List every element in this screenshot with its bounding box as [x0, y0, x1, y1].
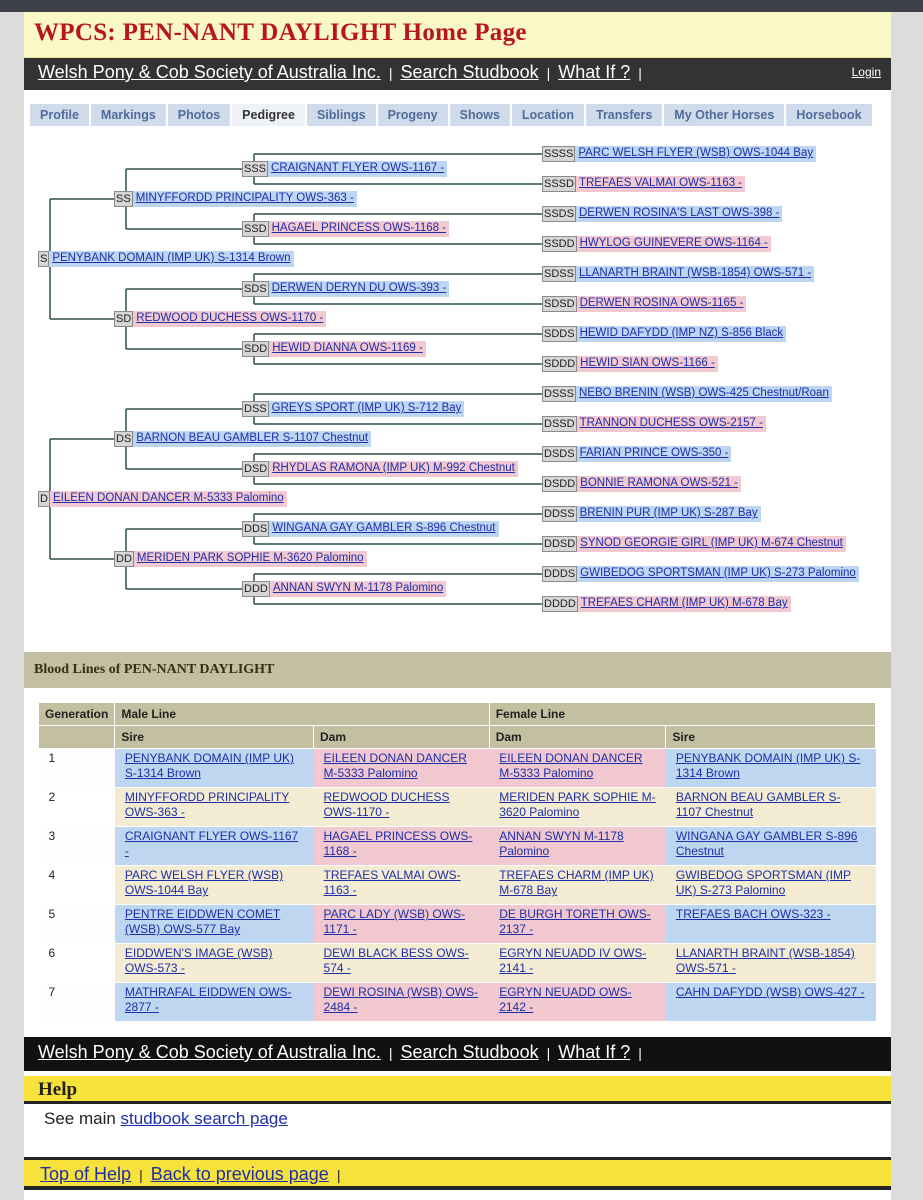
fl-dam-cell [489, 983, 666, 1022]
pedigree-position-code: DSSD [544, 418, 575, 430]
ml-dam-cell [314, 944, 490, 983]
pedigree-horse-link[interactable]: FARIAN PRINCE OWS-350 - [577, 446, 732, 462]
fl-sire-cell [666, 983, 876, 1022]
bloodline-row [39, 944, 876, 983]
tab-shows[interactable]: Shows [450, 104, 510, 126]
bloodline-row [39, 749, 876, 788]
ml-dam-cell [314, 866, 490, 905]
what-if-link[interactable]: What If ? [558, 62, 631, 82]
bloodlines-header [24, 652, 891, 688]
pedigree-horse-link[interactable]: HEWID SIAN OWS-1166 - [577, 356, 718, 372]
generation-cell: 4 [39, 866, 115, 905]
bloodline-horse-link[interactable]: CRAIGNANT FLYER OWS-1167 - [124, 829, 299, 858]
page-header [24, 12, 891, 58]
bloodline-row [39, 827, 876, 866]
footer-bar: Top of Help | Back to previous page | [24, 1157, 891, 1190]
fl-sire-cell [666, 788, 876, 827]
pedigree-horse-link[interactable]: RHYDLAS RAMONA (IMP UK) M-992 Chestnut [269, 461, 518, 477]
tab-my-other-horses[interactable]: My Other Horses [664, 104, 784, 126]
fl-dam-cell [489, 749, 666, 788]
tab-horsebook[interactable]: Horsebook [786, 104, 871, 126]
tab-profile[interactable]: Profile [30, 104, 89, 126]
back-link[interactable]: Back to previous page [150, 1164, 329, 1184]
ml-sire-cell [115, 866, 314, 905]
bloodline-horse-link[interactable]: REDWOOD DUCHESS OWS-1170 - [323, 790, 450, 819]
pedigree-horse-link[interactable]: GREYS SPORT (IMP UK) S-712 Bay [269, 401, 465, 417]
pedigree-horse-link[interactable]: NEBO BRENIN (WSB) OWS-425 Chestnut/Roan [576, 386, 832, 402]
pedigree-horse-link[interactable]: TREFAES CHARM (IMP UK) M-678 Bay [578, 596, 791, 612]
pedigree-position-code: SDDD [544, 358, 576, 370]
pedigree-horse-link[interactable]: DERWEN ROSINA'S LAST OWS-398 - [576, 206, 783, 222]
ml-dam-cell [314, 905, 490, 944]
ml-sire-cell [115, 827, 314, 866]
fl-dam-cell [489, 827, 666, 866]
bloodline-horse-link[interactable]: MATHRAFAL EIDDWEN OWS-2877 - [124, 985, 292, 1014]
society-link-bottom[interactable]: Welsh Pony & Cob Society of Australia Inc. [38, 1042, 381, 1062]
female-dam-header: Dam [489, 726, 666, 749]
tab-location[interactable]: Location [512, 104, 584, 126]
pedigree-horse-link[interactable]: LLANARTH BRAINT (WSB-1854) OWS-571 - [576, 266, 814, 282]
generation-cell: 3 [39, 827, 115, 866]
female-sire-header: Sire [666, 726, 876, 749]
fl-dam-cell [489, 788, 666, 827]
pedigree-horse-link[interactable]: SYNOD GEORGIE GIRL (IMP UK) M-674 Chestnut [577, 536, 846, 552]
pedigree-horse-link[interactable]: HWYLOG GUINEVERE OWS-1164 - [577, 236, 771, 252]
pedigree-position-code: DDDD [544, 598, 576, 610]
ml-sire-cell [115, 749, 314, 788]
male-dam-header: Dam [314, 726, 490, 749]
pedigree-node-sss [242, 161, 447, 177]
tab-siblings[interactable]: Siblings [307, 104, 376, 126]
bloodline-horse-link[interactable]: GWIBEDOG SPORTSMAN (IMP UK) S-273 Palomino [675, 868, 851, 897]
bloodline-row [39, 866, 876, 905]
pedigree-node-sdsd [542, 296, 746, 312]
ml-dam-cell [314, 983, 490, 1022]
pedigree-horse-link[interactable]: EILEEN DONAN DANCER M-5333 Palomino [50, 491, 287, 507]
female-line-header: Female Line [489, 703, 875, 726]
bottom-navbar: Welsh Pony & Cob Society of Australia Inc. | Search Studbook | What If ? | [24, 1037, 891, 1071]
pedigree-position-code: SDD [244, 343, 268, 355]
pedigree-position-code: SSD [244, 223, 267, 235]
page-title: WPCS: PEN-NANT DAYLIGHT Home Page [34, 19, 527, 46]
bloodline-horse-link[interactable]: EGRYN NEUADD IV OWS-2141 - [499, 946, 647, 975]
pedigree-horse-link[interactable]: HAGAEL PRINCESS OWS-1168 - [269, 221, 449, 237]
bloodline-horse-link[interactable]: TREFAES VALMAI OWS-1163 - [323, 868, 461, 897]
bloodline-horse-link[interactable]: DEWI BLACK BESS OWS-574 - [323, 946, 469, 975]
pedigree-node-dssd [542, 416, 766, 432]
pedigree-position-code: DSDD [544, 478, 576, 490]
fl-sire-cell [666, 866, 876, 905]
pedigree-position-code: SSS [244, 163, 267, 175]
bloodline-row [39, 983, 876, 1022]
bloodline-row [39, 788, 876, 827]
bloodline-horse-link[interactable]: DEWI ROSINA (WSB) OWS-2484 - [323, 985, 479, 1014]
fl-sire-cell [666, 944, 876, 983]
pedigree-horse-link[interactable]: PENYBANK DOMAIN (IMP UK) S-1314 Brown [49, 251, 293, 267]
pedigree-node-ssdd [542, 236, 771, 252]
pedigree-node-dd [114, 551, 367, 567]
generation-header: Generation [39, 703, 115, 726]
bloodline-horse-link[interactable]: TREFAES BACH OWS-323 - [675, 907, 831, 921]
pedigree-horse-link[interactable]: REDWOOD DUCHESS OWS-1170 - [133, 311, 326, 327]
generation-cell: 2 [39, 788, 115, 827]
ml-dam-cell [314, 788, 490, 827]
generation-cell: 7 [39, 983, 115, 1022]
bloodline-horse-link[interactable]: MINYFFORDD PRINCIPALITY OWS-363 - [124, 790, 290, 819]
pedigree-position-code: DSD [244, 463, 268, 475]
pedigree-node-sdd [242, 341, 426, 357]
pedigree-position-code: DDSS [544, 508, 575, 520]
pedigree-horse-link[interactable]: MINYFFORDD PRINCIPALITY OWS-363 - [133, 191, 357, 207]
fl-dam-cell [489, 866, 666, 905]
help-text: See main studbook search page [44, 1109, 288, 1128]
tab-photos[interactable]: Photos [168, 104, 230, 126]
page [24, 12, 891, 1200]
bloodline-horse-link[interactable]: PENTRE EIDDWEN COMET (WSB) OWS-577 Bay [124, 907, 281, 936]
fl-dam-cell [489, 905, 666, 944]
bloodline-horse-link[interactable]: LLANARTH BRAINT (WSB-1854) OWS-571 - [675, 946, 855, 975]
bloodline-horse-link[interactable]: EIDDWEN'S IMAGE (WSB) OWS-573 - [124, 946, 273, 975]
studbook-search-page-link[interactable]: studbook search page [120, 1109, 288, 1128]
ml-sire-cell [115, 788, 314, 827]
bloodline-horse-link[interactable]: CAHN DAFYDD (WSB) OWS-427 - [675, 985, 865, 999]
pedigree-node-ddss [542, 506, 761, 522]
ml-sire-cell [115, 944, 314, 983]
pedigree-position-code: S [40, 253, 48, 265]
pedigree-position-code: DSDS [544, 448, 575, 460]
pedigree-node-sd [114, 311, 326, 327]
pedigree-position-code: D [40, 493, 48, 505]
pedigree-position-code: DDS [244, 523, 268, 535]
tab-bar [30, 104, 874, 126]
pedigree-horse-link[interactable]: WINGANA GAY GAMBLER S-896 Chestnut [269, 521, 498, 537]
pedigree-position-code: SS [116, 193, 131, 205]
pedigree-position-code: SSSS [544, 148, 574, 160]
ml-dam-cell [314, 749, 490, 788]
tab-markings[interactable]: Markings [91, 104, 166, 126]
pedigree-node-dsd [242, 461, 518, 477]
top-of-help-link[interactable]: Top of Help [40, 1164, 132, 1184]
pedigree-position-code: DS [116, 433, 132, 445]
bloodline-horse-link[interactable]: MERIDEN PARK SOPHIE M-3620 Palomino [499, 790, 656, 819]
pedigree-horse-link[interactable]: DERWEN ROSINA OWS-1165 - [577, 296, 747, 312]
pedigree-node-ssss [542, 146, 816, 162]
pedigree-horse-link[interactable]: GWIBEDOG SPORTSMAN (IMP UK) S-273 Palomino [577, 566, 859, 582]
tab-pedigree[interactable]: Pedigree [232, 104, 305, 126]
pedigree-position-code: DSS [244, 403, 267, 415]
help-title: Help [38, 1079, 78, 1100]
pedigree-chart [24, 132, 891, 652]
pedigree-horse-link[interactable]: TRANNON DUCHESS OWS-2157 - [577, 416, 766, 432]
ml-sire-cell [115, 905, 314, 944]
pedigree-position-code: SSDS [544, 208, 574, 220]
pedigree-position-code: SSDD [544, 238, 575, 250]
pedigree-horse-link[interactable]: BARNON BEAU GAMBLER S-1107 Chestnut [133, 431, 371, 447]
male-line-header: Male Line [115, 703, 489, 726]
pedigree-position-code: SDSS [544, 268, 574, 280]
pedigree-node-dsds [542, 446, 731, 462]
society-link[interactable]: Welsh Pony & Cob Society of Australia Inc. [38, 62, 381, 82]
pedigree-node-sdds [542, 326, 786, 342]
bloodline-horse-link[interactable]: EILEEN DONAN DANCER M-5333 Palomino [499, 751, 643, 780]
generation-cell: 1 [39, 749, 115, 788]
pedigree-horse-link[interactable]: ANNAN SWYN M-1178 Palomino [270, 581, 446, 597]
bloodline-horse-link[interactable]: ANNAN SWYN M-1178 Palomino [499, 829, 624, 858]
pedigree-position-code: SDDS [544, 328, 575, 340]
pedigree-node-ssd [242, 221, 449, 237]
pedigree-node-ssds [542, 206, 782, 222]
fl-sire-cell [666, 905, 876, 944]
pedigree-node-ds [114, 431, 371, 447]
pedigree-horse-link[interactable]: TREFAES VALMAI OWS-1163 - [576, 176, 745, 192]
pedigree-node-dss [242, 401, 464, 417]
pedigree-horse-link[interactable]: CRAIGNANT FLYER OWS-1167 - [268, 161, 447, 177]
pedigree-node-dddd [542, 596, 791, 612]
pedigree-node-sds [242, 281, 449, 297]
pedigree-horse-link[interactable]: BONNIE RAMONA OWS-521 - [577, 476, 741, 492]
generation-cell: 6 [39, 944, 115, 983]
male-sire-header: Sire [115, 726, 314, 749]
fl-dam-cell [489, 944, 666, 983]
pedigree-horse-link[interactable]: MERIDEN PARK SOPHIE M-3620 Palomino [134, 551, 367, 567]
tab-progeny[interactable]: Progeny [378, 104, 448, 126]
pedigree-position-code: SDS [244, 283, 267, 295]
pedigree-node-d [38, 491, 287, 507]
bloodline-horse-link[interactable]: HAGAEL PRINCESS OWS-1168 - [323, 829, 473, 858]
pedigree-node-ddds [542, 566, 859, 582]
pedigree-node-dsdd [542, 476, 741, 492]
bloodline-horse-link[interactable]: PENYBANK DOMAIN (IMP UK) S-1314 Brown [675, 751, 861, 780]
bloodline-horse-link[interactable]: EGRYN NEUADD OWS-2142 - [499, 985, 632, 1014]
what-if-link-bottom[interactable]: What If ? [558, 1042, 631, 1062]
pedigree-node-ss [114, 191, 357, 207]
bloodlines-table [38, 702, 876, 1022]
search-studbook-link-bottom[interactable]: Search Studbook [400, 1042, 539, 1062]
pedigree-position-code: DSSS [544, 388, 574, 400]
bloodline-horse-link[interactable]: PARC LADY (WSB) OWS-1171 - [323, 907, 466, 936]
bloodline-row [39, 905, 876, 944]
pedigree-node-s [38, 251, 294, 267]
generation-cell: 5 [39, 905, 115, 944]
bloodline-horse-link[interactable]: TREFAES CHARM (IMP UK) M-678 Bay [499, 868, 654, 897]
pedigree-horse-link[interactable]: DERWEN DERYN DU OWS-393 - [269, 281, 450, 297]
pedigree-position-code: SSSD [544, 178, 574, 190]
tab-transfers[interactable]: Transfers [586, 104, 662, 126]
search-studbook-link[interactable]: Search Studbook [400, 62, 539, 82]
fl-sire-cell [666, 749, 876, 788]
ml-dam-cell [314, 827, 490, 866]
bloodline-horse-link[interactable]: EILEEN DONAN DANCER M-5333 Palomino [323, 751, 467, 780]
fl-sire-cell [666, 827, 876, 866]
top-navbar: Welsh Pony & Cob Society of Australia Inc. | Search Studbook | What If ? | Login [24, 58, 891, 90]
bloodline-horse-link[interactable]: PENYBANK DOMAIN (IMP UK) S-1314 Brown [124, 751, 294, 780]
pedigree-position-code: DDDS [544, 568, 576, 580]
pedigree-position-code: DDD [244, 583, 268, 595]
pedigree-position-code: SD [116, 313, 132, 325]
bloodline-horse-link[interactable]: WINGANA GAY GAMBLER S-896 Chestnut [675, 829, 858, 858]
pedigree-node-sssd [542, 176, 745, 192]
pedigree-horse-link[interactable]: PARC WELSH FLYER (WSB) OWS-1044 Bay [575, 146, 816, 162]
pedigree-node-dsss [542, 386, 832, 402]
bloodline-horse-link[interactable]: PARC WELSH FLYER (WSB) OWS-1044 Bay [124, 868, 284, 897]
pedigree-position-code: DD [116, 553, 132, 565]
pedigree-node-ddsd [542, 536, 846, 552]
pedigree-node-sdss [542, 266, 814, 282]
pedigree-position-code: SDSD [544, 298, 575, 310]
pedigree-node-ddd [242, 581, 446, 597]
bloodline-horse-link[interactable]: BARNON BEAU GAMBLER S-1107 Chestnut [675, 790, 841, 819]
bloodlines-title: Blood Lines of PEN-NANT DAYLIGHT [34, 662, 275, 677]
pedigree-horse-link[interactable]: HEWID DAFYDD (IMP NZ) S-856 Black [577, 326, 787, 342]
login-link[interactable]: Login [851, 65, 881, 79]
pedigree-node-dds [242, 521, 499, 537]
browser-top-strip [0, 0, 923, 12]
pedigree-position-code: DDSD [544, 538, 576, 550]
ml-sire-cell [115, 983, 314, 1022]
pedigree-horse-link[interactable]: BRENIN PUR (IMP UK) S-287 Bay [577, 506, 761, 522]
pedigree-node-sddd [542, 356, 718, 372]
pedigree-horse-link[interactable]: HEWID DIANNA OWS-1169 - [269, 341, 426, 357]
help-header [24, 1076, 891, 1104]
bloodline-horse-link[interactable]: DE BURGH TORETH OWS-2137 - [499, 907, 651, 936]
